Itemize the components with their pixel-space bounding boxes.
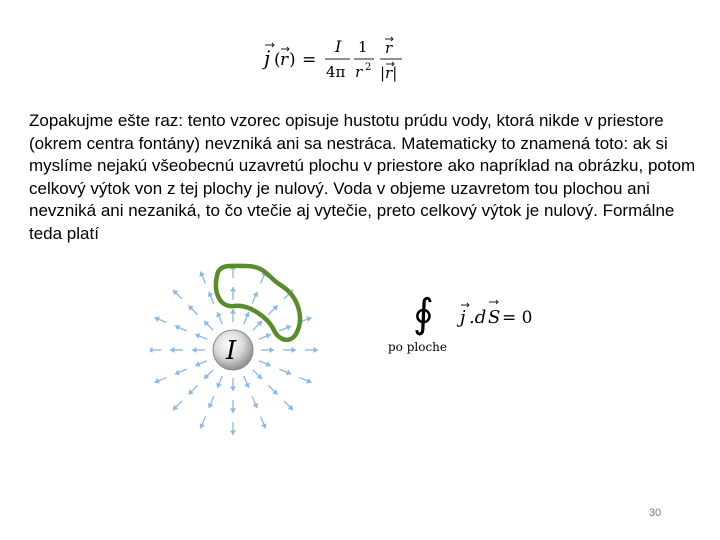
radial-field-figure — [150, 258, 340, 443]
field-arrow-head — [230, 431, 236, 436]
field-arrow-head — [230, 309, 236, 314]
field-arrow-head — [170, 347, 175, 353]
formula-equals: = — [302, 50, 317, 70]
svg-text:(: ( — [274, 50, 281, 70]
field-arrow-head — [270, 347, 275, 353]
formula-one: 1 — [358, 38, 368, 56]
formula-r2: r — [355, 63, 363, 81]
source-label: I — [226, 336, 237, 366]
integral-equals-zero: = 0 — [502, 308, 533, 328]
field-arrow-head — [192, 347, 197, 353]
formula-r-arg: r — [280, 50, 289, 70]
formula-current-density — [262, 32, 412, 87]
integral-dot-d: .d — [469, 307, 487, 328]
integral-S: S — [488, 307, 501, 328]
field-arrow-head — [230, 287, 236, 292]
paragraph-text: Zopakujme ešte raz: tento vzorec opisuje hustotu prúdu vody, ktorá nikde v priestore (okrem centra fontány) nevzniká ani sa nestráca. Matematicky to znamená toto: ak si myslíme nejakú všeobecnú uzavretú plochu v priestore ako napríklad na obrázku, potom celkový výtok von z tej plochy je nulový. Voda v objeme uzavretom tou plochou ani nevzniká ani nezaniká, to čo vtečie aj vytečie, preto celkový výtok je nulový. Formálne teda platí — [29, 111, 696, 243]
field-arrow-head — [230, 409, 236, 414]
formula-square: 2 — [365, 62, 372, 73]
integral-subscript: po ploche — [388, 340, 448, 354]
formula-I: I — [335, 37, 342, 56]
formula-r-num: r — [385, 39, 393, 57]
field-arrow-head — [230, 387, 236, 392]
page-number: 30 — [648, 507, 662, 519]
integral-sign: ∮ — [413, 291, 434, 337]
field-arrow-head — [314, 347, 319, 353]
formula-j: j — [264, 46, 271, 70]
formula-closed-integral — [385, 285, 545, 360]
field-arrow-head — [292, 347, 297, 353]
field-arrow-head — [150, 347, 153, 353]
svg-text:): ) — [289, 50, 296, 70]
formula-4pi: 4π — [326, 63, 346, 81]
closed-surface-curve — [216, 266, 300, 340]
formula-r-den: |r| — [380, 64, 398, 82]
integral-j: j — [460, 307, 466, 328]
